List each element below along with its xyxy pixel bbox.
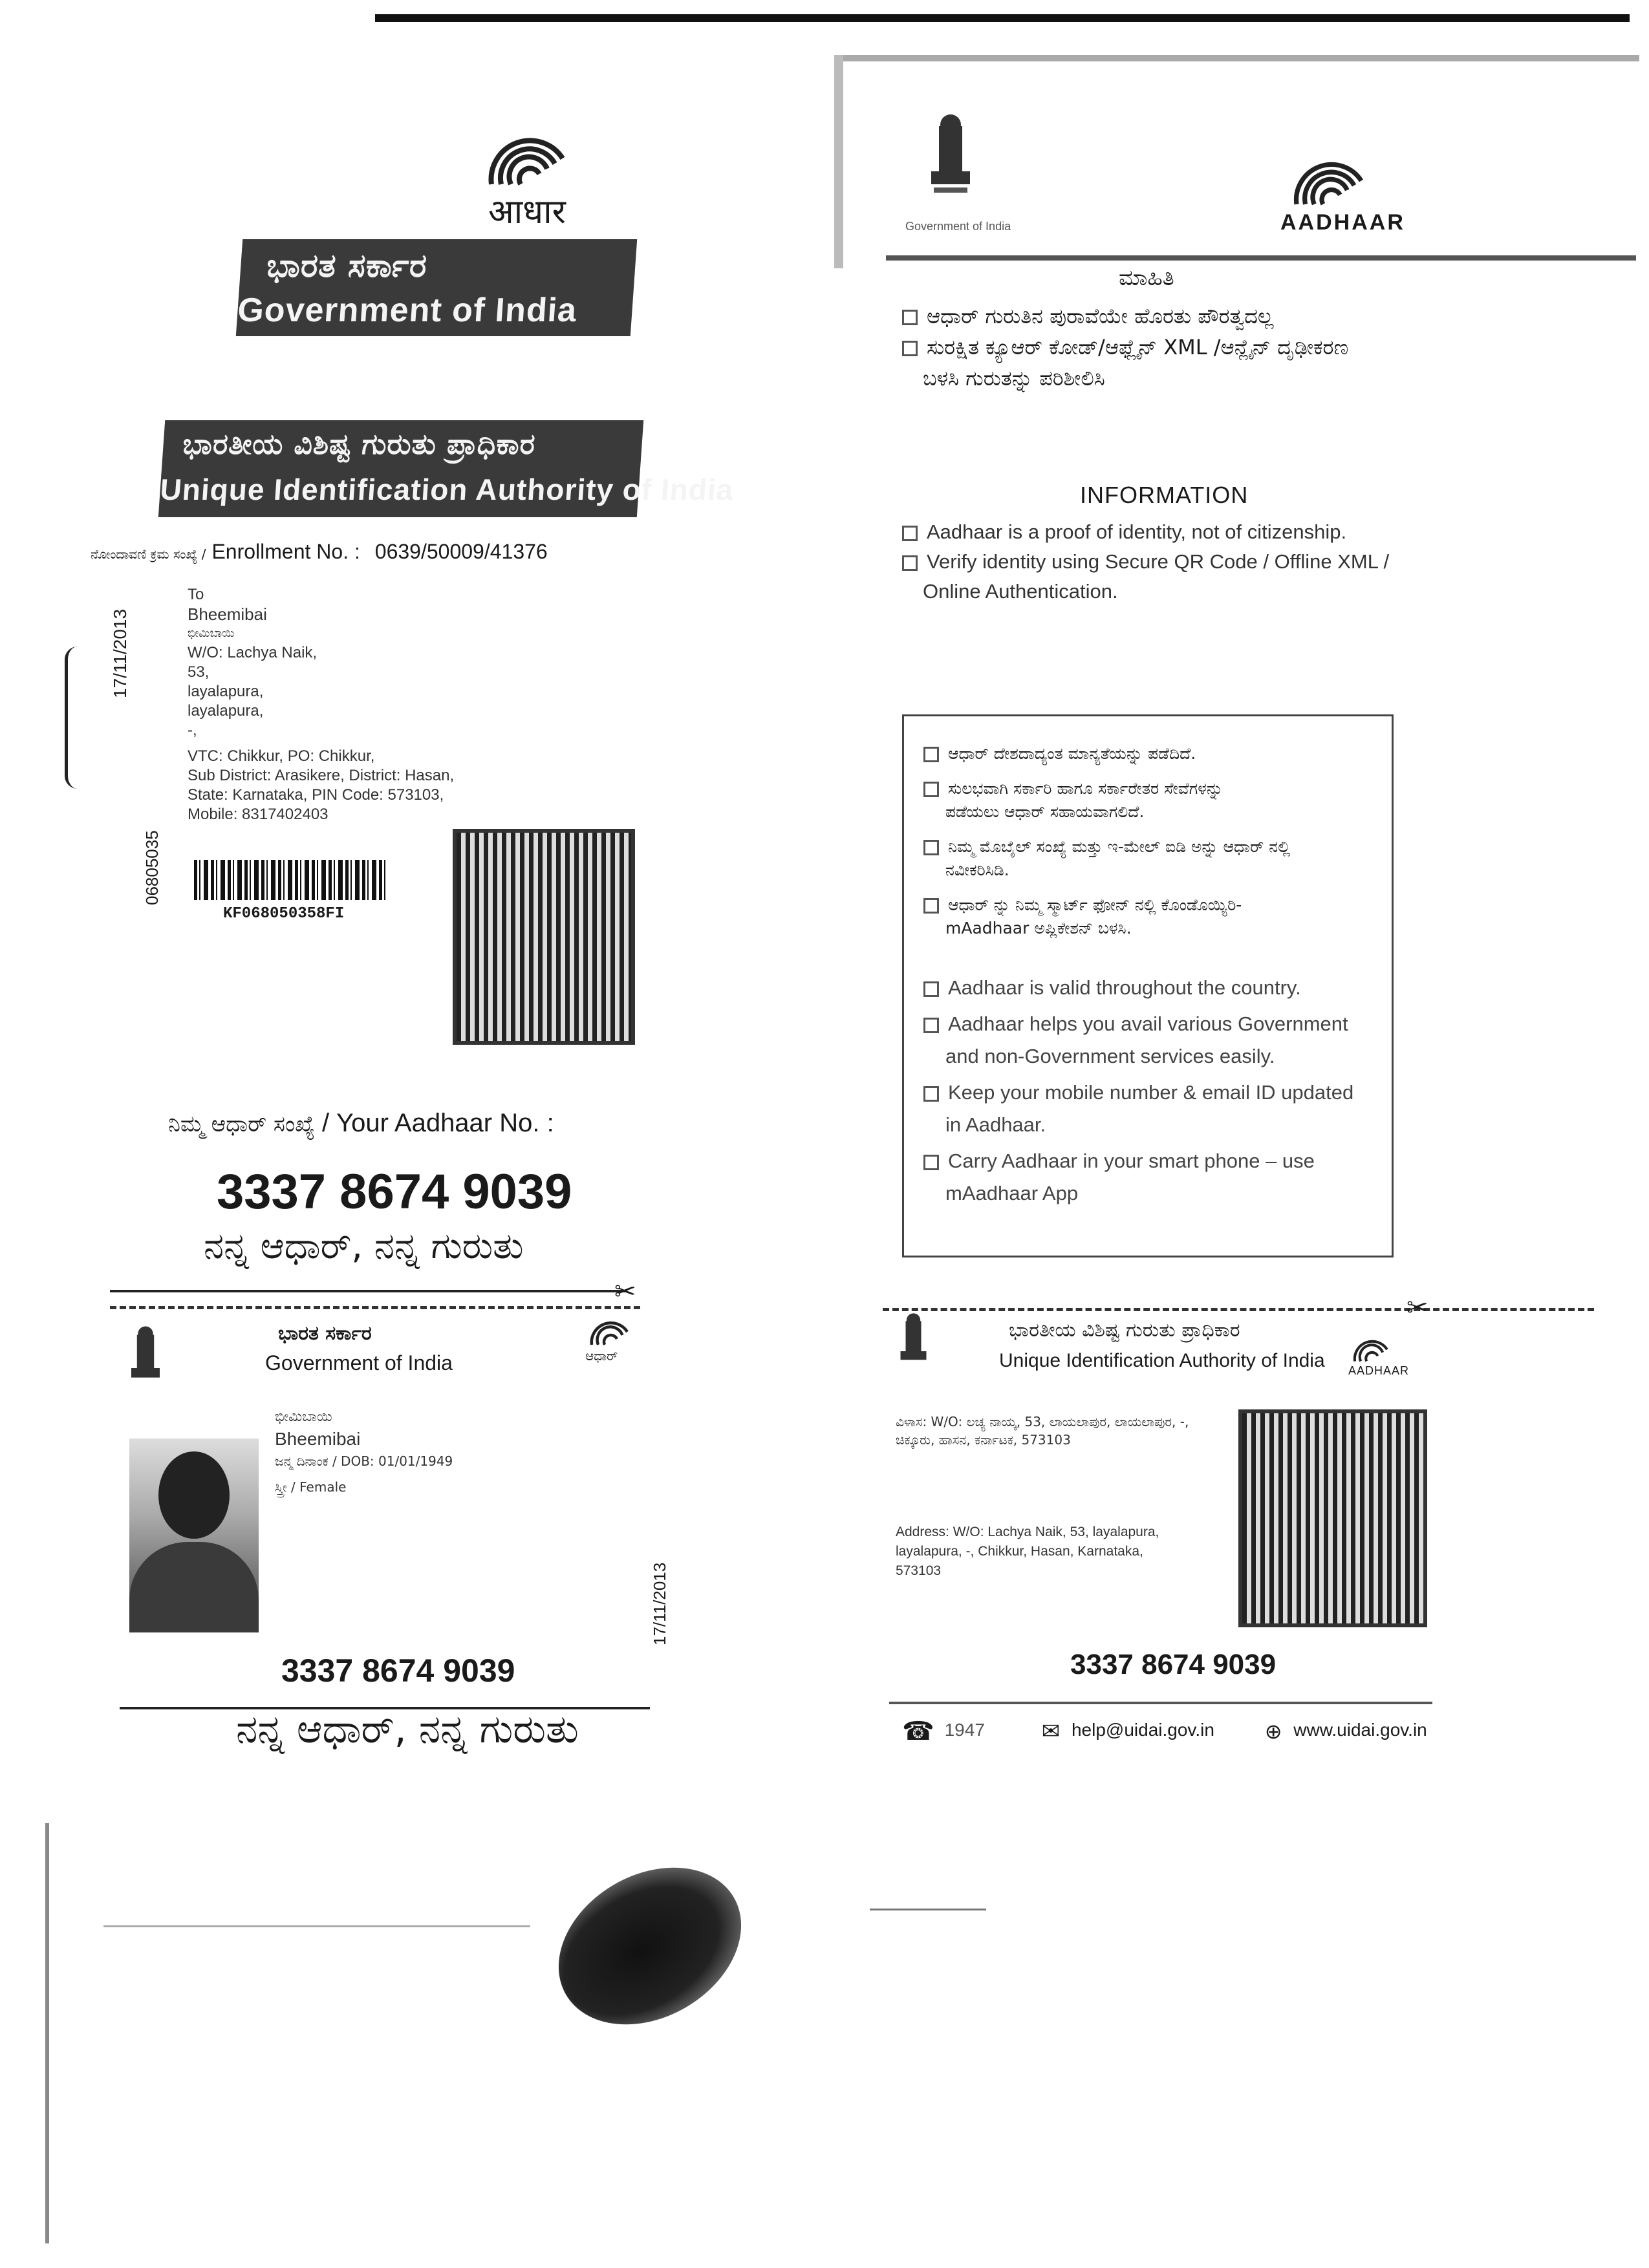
gov-band [236, 239, 637, 336]
bullet-icon [923, 782, 939, 797]
front-side-date: 17/11/2013 [650, 1562, 669, 1645]
front-name: Bheemibai [275, 1429, 361, 1449]
recipient-name-kn: ಭೀಮಿಬಾಯಿ [188, 626, 235, 640]
bullet-icon [923, 840, 939, 855]
vtc-line-2: Sub District: Arasikere, District: Hasan, [188, 767, 455, 784]
back-bottom-thin-line [870, 1909, 986, 1910]
box-kn-2: ಸುಲಭವಾಗಿ ಸರ್ಕಾರಿ ಹಾಗೂ ಸರ್ಕಾರೇತರ ಸೇವೆಗಳನ್ನು [923, 777, 1290, 800]
left-dashed-line [110, 1306, 640, 1309]
bullet-icon [902, 555, 918, 571]
back-logo-text: AADHAAR [1348, 1364, 1410, 1377]
enrollment-label-kn: ನೋಂದಾವಣಿ ಕ್ರಮ ಸಂಖ್ಯೆ / [91, 546, 206, 562]
back-emblem-icon [896, 1312, 931, 1377]
front-gov-en: Government of India [265, 1351, 453, 1375]
thumbprint-mark [530, 1836, 770, 2057]
back-address-en-3: 573103 [896, 1563, 942, 1578]
globe-icon: ⊕ [1264, 1720, 1282, 1743]
bullet-icon [923, 747, 939, 762]
enrollment-label-en: Enrollment No. : [211, 540, 360, 563]
back-aadhaar-number: 3337 8674 9039 [1070, 1649, 1277, 1680]
info-kn-block [902, 301, 1348, 394]
aadhaar-hindi-label: आधार [488, 193, 566, 231]
info-en-1: Aadhaar is a proof of identity, not of citizenship. [902, 517, 1389, 547]
right-header-rule [886, 255, 1636, 261]
back-qr-code [1238, 1409, 1427, 1627]
left-edge-mark [45, 1823, 49, 2243]
back-aadhaar-logo-icon [1348, 1332, 1394, 1364]
national-emblem-icon [925, 113, 976, 210]
back-bottom-rule [889, 1702, 1432, 1704]
right-letter-border [834, 55, 1639, 61]
box-en-5: in Aadhaar. [945, 1113, 1046, 1136]
bullet-icon [923, 1018, 939, 1033]
bullet-icon [902, 526, 918, 541]
left-bracket-mark [65, 647, 78, 789]
left-side-code: 06805035 [142, 830, 162, 905]
info-en-block [902, 517, 1389, 606]
scissors-icon: ✂ [614, 1278, 636, 1306]
front-name-kn: ಭೀಮಿಬಾಯಿ [275, 1409, 332, 1425]
info-box [902, 714, 1394, 1257]
left-aadhaar-number: 3337 8674 9039 [217, 1164, 572, 1219]
top-edge-line [375, 14, 1630, 22]
front-aadhaar-number: 3337 8674 9039 [281, 1653, 515, 1689]
right-gov-caption: Government of India [905, 220, 1011, 233]
scissors-right-icon: ✂ [1406, 1294, 1428, 1322]
left-cut-rule [110, 1290, 627, 1292]
your-aadhaar-en: / Your Aadhaar No. : [321, 1109, 554, 1137]
box-en-4: Keep your mobile number & email ID updated [923, 1076, 1353, 1109]
back-uidai-en: Unique Identification Authority of India [999, 1350, 1325, 1371]
box-en-block [923, 972, 1353, 1210]
front-tagline-kn: ನನ್ನ ಆಧಾರ್, ನನ್ನ ಗುರುತು [236, 1707, 579, 1752]
left-qr-code [453, 829, 635, 1045]
info-kn-2: ಸುರಕ್ಷಿತ ಕ್ಯೂಆರ್ ಕೋಡ್/ಆಫ್ಲೈನ್ XML /ಆನ್ಲೈನ್ ದೃಢೀಕರಣ [902, 332, 1348, 363]
box-en-3: and non-Government services easily. [945, 1045, 1275, 1067]
email-link[interactable]: help@uidai.gov.in [1071, 1720, 1214, 1740]
back-address-en-2: layalapura, -, Chikkur, Hasan, Karnataka, [896, 1544, 1143, 1559]
address-block [188, 585, 454, 824]
box-kn-1: ಆಧಾರ್ ದೇಶದಾದ್ಯಂತ ಮಾನ್ಯತೆಯನ್ನು ಪಡೆದಿದೆ. [923, 742, 1290, 765]
your-aadhaar-kn: ನಿಮ್ಮ ಆಧಾರ್ ಸಂಖ್ಯೆ [168, 1111, 315, 1137]
info-title-kn: ಮಾಹಿತಿ [1119, 265, 1174, 291]
front-logo-text: ಆಧಾರ್ [585, 1348, 618, 1364]
vtc-line-1: VTC: Chikkur, PO: Chikkur, [188, 747, 375, 765]
holder-photo [129, 1439, 259, 1632]
box-en-1: Aadhaar is valid throughout the country. [923, 972, 1353, 1004]
info-kn-1: ಆಧಾರ್ ಗುರುತಿನ ಪುರಾವೆಯೇ ಹೊರತು ಪೌರತ್ವದಲ್ಲ [902, 301, 1348, 332]
to-label: To [188, 586, 204, 603]
back-address-kn-1: ವಿಳಾಸ: W/O: ಲಚ್ಯ ನಾಯ್ಕ, 53, ಲಾಯಲಾಪುರ, ಲಾಯಲಾಪುರ, -, [896, 1414, 1189, 1429]
box-en-6: Carry Aadhaar in your smart phone – use [923, 1145, 1353, 1177]
front-gov-kn: ಭಾರತ ಸರ್ಕಾರ [278, 1322, 372, 1345]
front-details [275, 1406, 453, 1498]
back-address-en [896, 1523, 1159, 1581]
box-en-2: Aadhaar helps you avail various Government [923, 1008, 1353, 1040]
aadhaar-logo-right-icon [1284, 145, 1374, 210]
bullet-icon [902, 341, 918, 356]
barcode-text: KF068050358FI [223, 905, 345, 923]
website-link[interactable]: www.uidai.gov.in [1293, 1720, 1427, 1740]
box-en-7: mAadhaar App [945, 1182, 1079, 1204]
uidai-english: Unique Identification Authority of India [158, 473, 735, 506]
aadhaar-fingerprint-logo-icon [479, 120, 576, 191]
front-gender: ಸ್ತ್ರೀ / Female [275, 1479, 347, 1495]
bottom-left-thin-line [103, 1925, 530, 1927]
info-en-2: Verify identity using Secure QR Code / Offline XML / [902, 547, 1389, 577]
recipient-name: Bheemibai [188, 604, 267, 624]
address-line-1: W/O: Lachya Naik, [188, 644, 318, 661]
box-kn-4: ನಿಮ್ಮ ಮೊಬೈಲ್ ಸಂಖ್ಯೆ ಮತ್ತು ಇ-ಮೇಲ್ ಐಡಿ ಅನ್ನು ಆಧಾರ್ ನಲ್ಲಿ [923, 835, 1290, 859]
mobile-line: Mobile: 8317402403 [188, 806, 329, 823]
enrollment-number: 0639/50009/41376 [374, 540, 548, 563]
address-line-5: -, [188, 722, 197, 739]
uidai-band [158, 420, 735, 517]
back-address-kn [896, 1413, 1189, 1449]
address-line-3: layalapura, [188, 683, 264, 700]
address-line-2: 53, [188, 663, 210, 681]
box-kn-6: ಆಧಾರ್ ನ್ನು ನಿಮ್ಮ ಸ್ಮಾರ್ಟ್ ಫೋನ್ ನಲ್ಲಿ ಕೊಂಡೊಯ್ಯಿರಿ- [923, 893, 1290, 917]
front-aadhaar-logo-icon [585, 1312, 634, 1348]
box-kn-7: mAadhaar ಅಪ್ಲಿಕೇಶನ್ ಬಳಸಿ. [945, 919, 1132, 937]
info-kn-3: ಬಳಸಿ ಗುರುತನ್ನು ಪರಿಶೀಲಿಸಿ [923, 366, 1105, 390]
back-uidai-kn: ಭಾರತೀಯ ವಿಶಿಷ್ಟ ಗುರುತು ಪ್ರಾಧಿಕಾರ [1009, 1319, 1240, 1342]
vtc-line-3: State: Karnataka, PIN Code: 573103, [188, 786, 444, 804]
your-aadhaar-row [168, 1109, 554, 1138]
enrollment-row [91, 540, 548, 564]
phone-number: 1947 [944, 1720, 985, 1740]
gov-english: Government of India [236, 292, 579, 329]
photo-head [158, 1451, 230, 1539]
front-emblem-icon [126, 1325, 165, 1396]
left-side-date: 17/11/2013 [110, 608, 130, 698]
bullet-icon [923, 898, 939, 914]
box-kn-block [923, 742, 1290, 940]
back-contact-row [902, 1717, 1427, 1746]
bullet-icon [923, 1155, 939, 1170]
gov-kannada: ಭಾರತ ಸರ್ಕಾರ [265, 247, 429, 284]
info-title-en: INFORMATION [1080, 482, 1249, 508]
photo-body [129, 1542, 259, 1632]
bullet-icon [923, 1086, 939, 1102]
phone-icon: ☎ [902, 1717, 934, 1746]
bullet-icon [902, 310, 918, 325]
email-icon: ✉ [1041, 1719, 1061, 1744]
bullet-icon [923, 981, 939, 997]
back-address-en-1: Address: W/O: Lachya Naik, 53, layalapura, [896, 1524, 1159, 1539]
right-dashed-line [883, 1308, 1594, 1311]
back-address-kn-2: ಚಿಕ್ಕೂರು, ಹಾಸನ, ಕರ್ನಾಟಕ, 573103 [896, 1432, 1071, 1448]
address-line-4: layalapura, [188, 702, 264, 720]
right-letter-border-left [834, 55, 843, 268]
uidai-kannada: ಭಾರತೀಯ ವಿಶಿಷ್ಟ ಗುರುತು ಪ್ರಾಧಿಕಾರ [181, 428, 537, 461]
info-en-3: Online Authentication. [923, 580, 1118, 603]
box-kn-5: ನವೀಕರಿಸಿಡಿ. [945, 861, 1009, 879]
barcode [194, 860, 388, 900]
front-dob: ಜನ್ಮ ದಿನಾಂಕ / DOB: 01/01/1949 [275, 1453, 453, 1469]
aadhaar-logo-right-text: AADHAAR [1280, 210, 1405, 235]
left-tagline-kn: ನನ್ನ ಆಧಾರ್, ನನ್ನ ಗುರುತು [204, 1225, 524, 1267]
box-kn-3: ಪಡೆಯಲು ಆಧಾರ್ ಸಹಾಯವಾಗಲಿದೆ. [945, 802, 1145, 821]
